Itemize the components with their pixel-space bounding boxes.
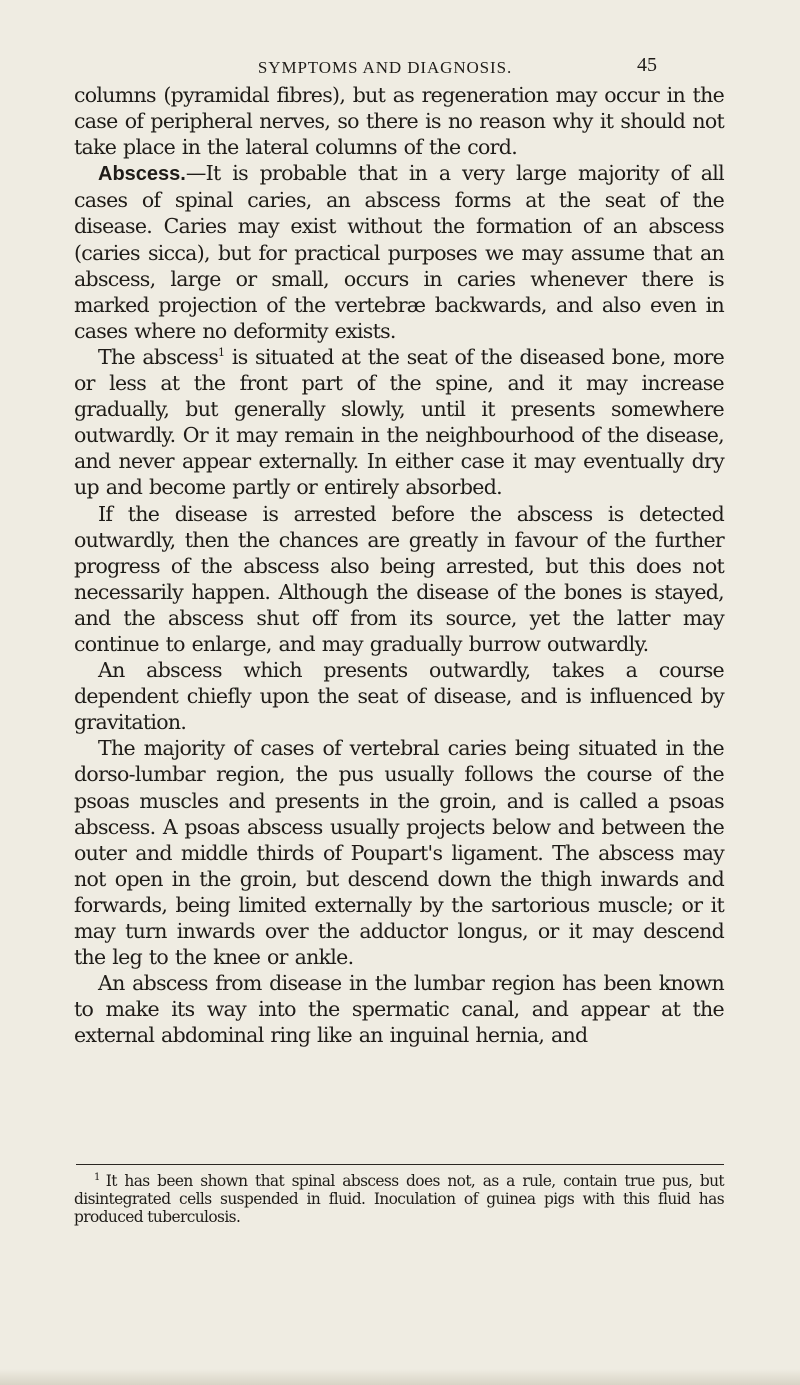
footnote [74, 1172, 724, 1226]
paragraph-1: columns (pyramidal fibres), but as regeneration may occur in the case of peripheral nerves, so there is no reason why it should not take place in the lateral columns of the cord. [74, 83, 724, 160]
running-title: SYMPTOMS AND DIAGNOSIS. [257, 58, 513, 77]
paragraph-5: An abscess which presents outwardly, takes a course dependent chiefly upon the seat of disease, and is influenced by gravitation. [74, 658, 724, 735]
paragraph-3 [74, 344, 724, 501]
paragraph-7: An abscess from disease in the lumbar region has been known to make its way into the spermatic canal, and appear at the external abdominal ring like an inguinal hernia, and [74, 971, 724, 1048]
footnote-divider [76, 1164, 724, 1165]
paragraph-3-start: The abscess [98, 344, 219, 369]
paragraph-6: The majority of cases of vertebral caries being situated in the dorso-lumbar region, the pus usually follows the course of the psoas muscles and presents in the groin, and is called a psoas abscess. A psoas abscess usually projects below and between the outer and middle thirds of Poupart's ligament. The abscess may not open in the groin, but descend down the thigh inwards and forwards, being limited externally by the sartorious muscle; or it may turn inwards over the adductor longus, or it may descend the leg to the knee or ankle. [74, 736, 724, 970]
footnote-text: It has been shown that spinal abscess does not, as a rule, contain true pus, but disintegrated cells suspended in fluid. Inoculation of guinea pigs with this fluid has produced tuberculosis. [74, 1172, 724, 1226]
body-text [74, 82, 724, 1048]
paragraph-4: If the disease is arrested before the abscess is detected outwardly, then the chances are greatly in favour of the further progress of the abscess also being arrested, but this does not necessarily happen. Although the disease of the bones is stayed, and the abscess shut off from its source, yet the latter may continue to enlarge, and may gradually burrow outwardly. [74, 501, 724, 656]
footnote-marker: 1 [94, 1171, 100, 1183]
section-heading-abscess: Abscess. [98, 163, 186, 186]
paragraph-abscess-text: —It is probable that in a very large majority of all cases of spinal caries, an abscess forms at the seat of the disease. Caries may exist without the formation of an abscess (caries sicca), but for practical purposes we may assume that an abscess, large or small, occurs in caries whenever there is marked projection of the vertebræ backwards, and also even in cases where no deformity exists. [74, 161, 724, 343]
paragraph-abscess [74, 160, 724, 344]
page-number: 45 [637, 54, 657, 76]
paragraph-3-rest: is situated at the seat of the diseased bone, more or less at the front part of the spine, and it may increase gradually, but generally slowly, until it presents somewhere outwardly. Or it may remain in the neighbourhood of the disease, and never appear externally. In either case it may eventually dry up and become partly or entirely absorbed. [74, 344, 724, 500]
footnote-reference: 1 [218, 346, 225, 360]
page-edge-shadow [0, 1369, 800, 1385]
